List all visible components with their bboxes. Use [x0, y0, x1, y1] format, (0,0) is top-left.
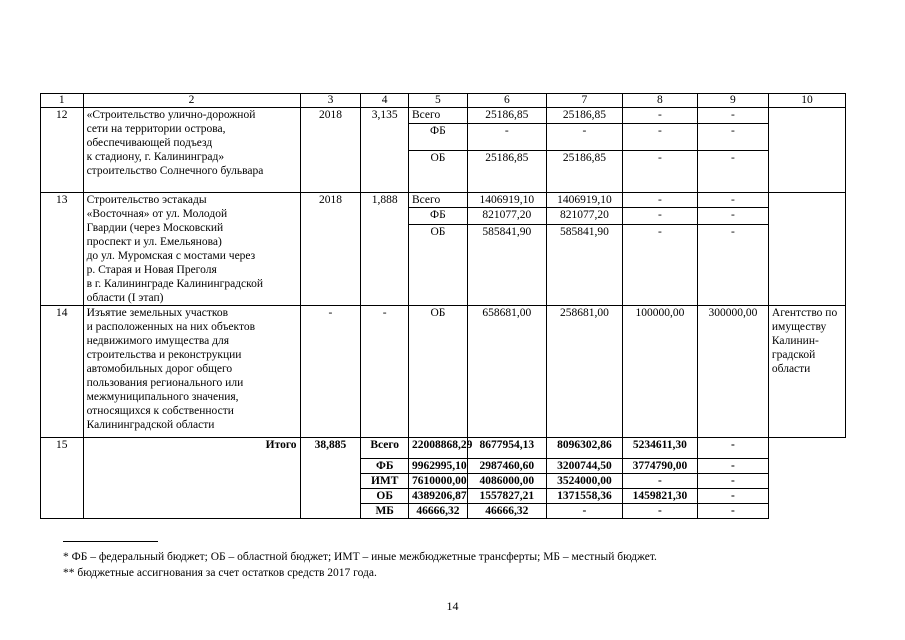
footnote-remaining-funds: ** бюджетные ассигнования за счет остатков средств 2017 года.	[63, 567, 377, 579]
header-cell: 9	[697, 94, 768, 108]
header-cell: 3	[300, 94, 361, 108]
source-cell: ФБ	[361, 459, 409, 474]
header-cell: 2	[83, 94, 300, 108]
source-cell: ОБ	[361, 489, 409, 504]
amount-cell: -	[546, 124, 622, 151]
header-cell: 4	[361, 94, 409, 108]
amount-cell: 2987460,60	[467, 459, 546, 474]
page-number: 14	[446, 599, 459, 613]
agency-cell: -	[697, 474, 768, 489]
amount-cell: 258681,00	[546, 306, 622, 438]
amount-cell: 585841,90	[467, 225, 546, 306]
amount-cell: -	[697, 225, 768, 306]
source-cell: ФБ	[409, 208, 468, 225]
amount-cell: 100000,00	[622, 306, 697, 438]
agency-cell: -	[697, 438, 768, 459]
source-cell: ИМТ	[361, 474, 409, 489]
amount-cell: 585841,90	[546, 225, 622, 306]
amount-cell: -	[697, 124, 768, 151]
header-cell: 10	[768, 94, 845, 108]
amount-cell: -	[697, 108, 768, 124]
footnote-budget-abbreviations: * ФБ – федеральный бюджет; ОБ – областной бюджет; ИМТ – иные межбюджетные трансферты; МБ – местный бюджет.	[63, 551, 657, 563]
amount-cell: -	[697, 193, 768, 208]
amount-cell: 22008868,29	[409, 438, 468, 459]
source-cell: Всего	[361, 438, 409, 459]
source-cell: ОБ	[409, 225, 468, 306]
table-row	[41, 306, 846, 438]
agency-cell	[768, 108, 845, 193]
amount-cell: -	[697, 151, 768, 193]
year-cell: 2018	[300, 108, 361, 193]
amount-cell: 4086000,00	[467, 474, 546, 489]
agency-cell: Агентство по имуществу Калинин- градской области	[768, 306, 845, 438]
amount-cell: 658681,00	[467, 306, 546, 438]
header-cell: 1	[41, 94, 84, 108]
amount-cell: -	[622, 504, 697, 519]
source-cell: ОБ	[409, 151, 468, 193]
footnote-separator	[63, 541, 158, 542]
total-row	[41, 438, 846, 459]
year-cell: -	[300, 306, 361, 438]
amount-cell: -	[622, 193, 697, 208]
row-number: 12	[41, 108, 84, 193]
amount-cell: 25186,85	[467, 108, 546, 124]
amount-cell: 46666,32	[409, 504, 468, 519]
amount-cell: -	[622, 124, 697, 151]
amount-cell: -	[546, 504, 622, 519]
amount-cell: -	[467, 124, 546, 151]
length-cell: 38,885	[300, 438, 361, 519]
object-name: Изъятие земельных участков и расположенных на них объектов недвижимого имущества для строительства и реконструкции автомобильных дорог общего пользования регионального или межмуниципального значения, относящихся к собственности Калининградской области	[83, 306, 300, 438]
table-row	[41, 108, 846, 124]
header-cell: 7	[546, 94, 622, 108]
amount-cell: -	[622, 474, 697, 489]
length-cell: -	[361, 306, 409, 438]
amount-cell: 25186,85	[546, 151, 622, 193]
amount-cell: 46666,32	[467, 504, 546, 519]
amount-cell: 1557827,21	[467, 489, 546, 504]
amount-cell: 8096302,86	[546, 438, 622, 459]
agency-cell: -	[697, 504, 768, 519]
source-cell: Всего	[409, 108, 468, 124]
amount-cell: 3774790,00	[622, 459, 697, 474]
amount-cell: 3524000,00	[546, 474, 622, 489]
agency-cell: -	[697, 489, 768, 504]
amount-cell: 25186,85	[467, 151, 546, 193]
amount-cell: 1406919,10	[546, 193, 622, 208]
source-cell: ФБ	[409, 124, 468, 151]
agency-cell: -	[697, 459, 768, 474]
amount-cell: -	[622, 151, 697, 193]
amount-cell: 1406919,10	[467, 193, 546, 208]
row-number: 13	[41, 193, 84, 306]
amount-cell: 7610000,00	[409, 474, 468, 489]
source-cell: МБ	[361, 504, 409, 519]
amount-cell: 1371558,36	[546, 489, 622, 504]
table-row	[41, 193, 846, 208]
amount-cell: 821077,20	[467, 208, 546, 225]
object-name: Строительство эстакады «Восточная» от ул. Молодой Гвардии (через Московский проспект и ул. Емельянова) до ул. Муромская с мостами через р. Старая и Новая Преголя в г. Калининграде Калининградской области (I этап)	[83, 193, 300, 306]
amount-cell: 25186,85	[546, 108, 622, 124]
amount-cell: 1459821,30	[622, 489, 697, 504]
amount-cell: -	[622, 225, 697, 306]
agency-cell	[768, 193, 845, 306]
amount-cell: -	[697, 208, 768, 225]
budget-table	[40, 93, 846, 519]
row-number: 14	[41, 306, 84, 438]
amount-cell: -	[622, 108, 697, 124]
amount-cell: 9962995,10	[409, 459, 468, 474]
row-number: 15	[41, 438, 84, 519]
amount-cell: 5234611,30	[622, 438, 697, 459]
total-label: Итого	[83, 438, 300, 519]
length-cell: 3,135	[361, 108, 409, 193]
header-cell: 6	[467, 94, 546, 108]
header-cell: 5	[409, 94, 468, 108]
length-cell: 1,888	[361, 193, 409, 306]
object-name: «Строительство улично-дорожной сети на территории острова, обеспечивающей подъезд к стадиону, г. Калининград» строительство Солнечного бульвара	[83, 108, 300, 193]
source-cell: Всего	[409, 193, 468, 208]
amount-cell: 3200744,50	[546, 459, 622, 474]
year-cell: 2018	[300, 193, 361, 306]
amount-cell: 4389206,87	[409, 489, 468, 504]
amount-cell: 821077,20	[546, 208, 622, 225]
amount-cell: 8677954,13	[467, 438, 546, 459]
amount-cell: -	[622, 208, 697, 225]
header-cell: 8	[622, 94, 697, 108]
amount-cell: 300000,00	[697, 306, 768, 438]
header-row	[41, 94, 846, 108]
source-cell: ОБ	[409, 306, 468, 438]
